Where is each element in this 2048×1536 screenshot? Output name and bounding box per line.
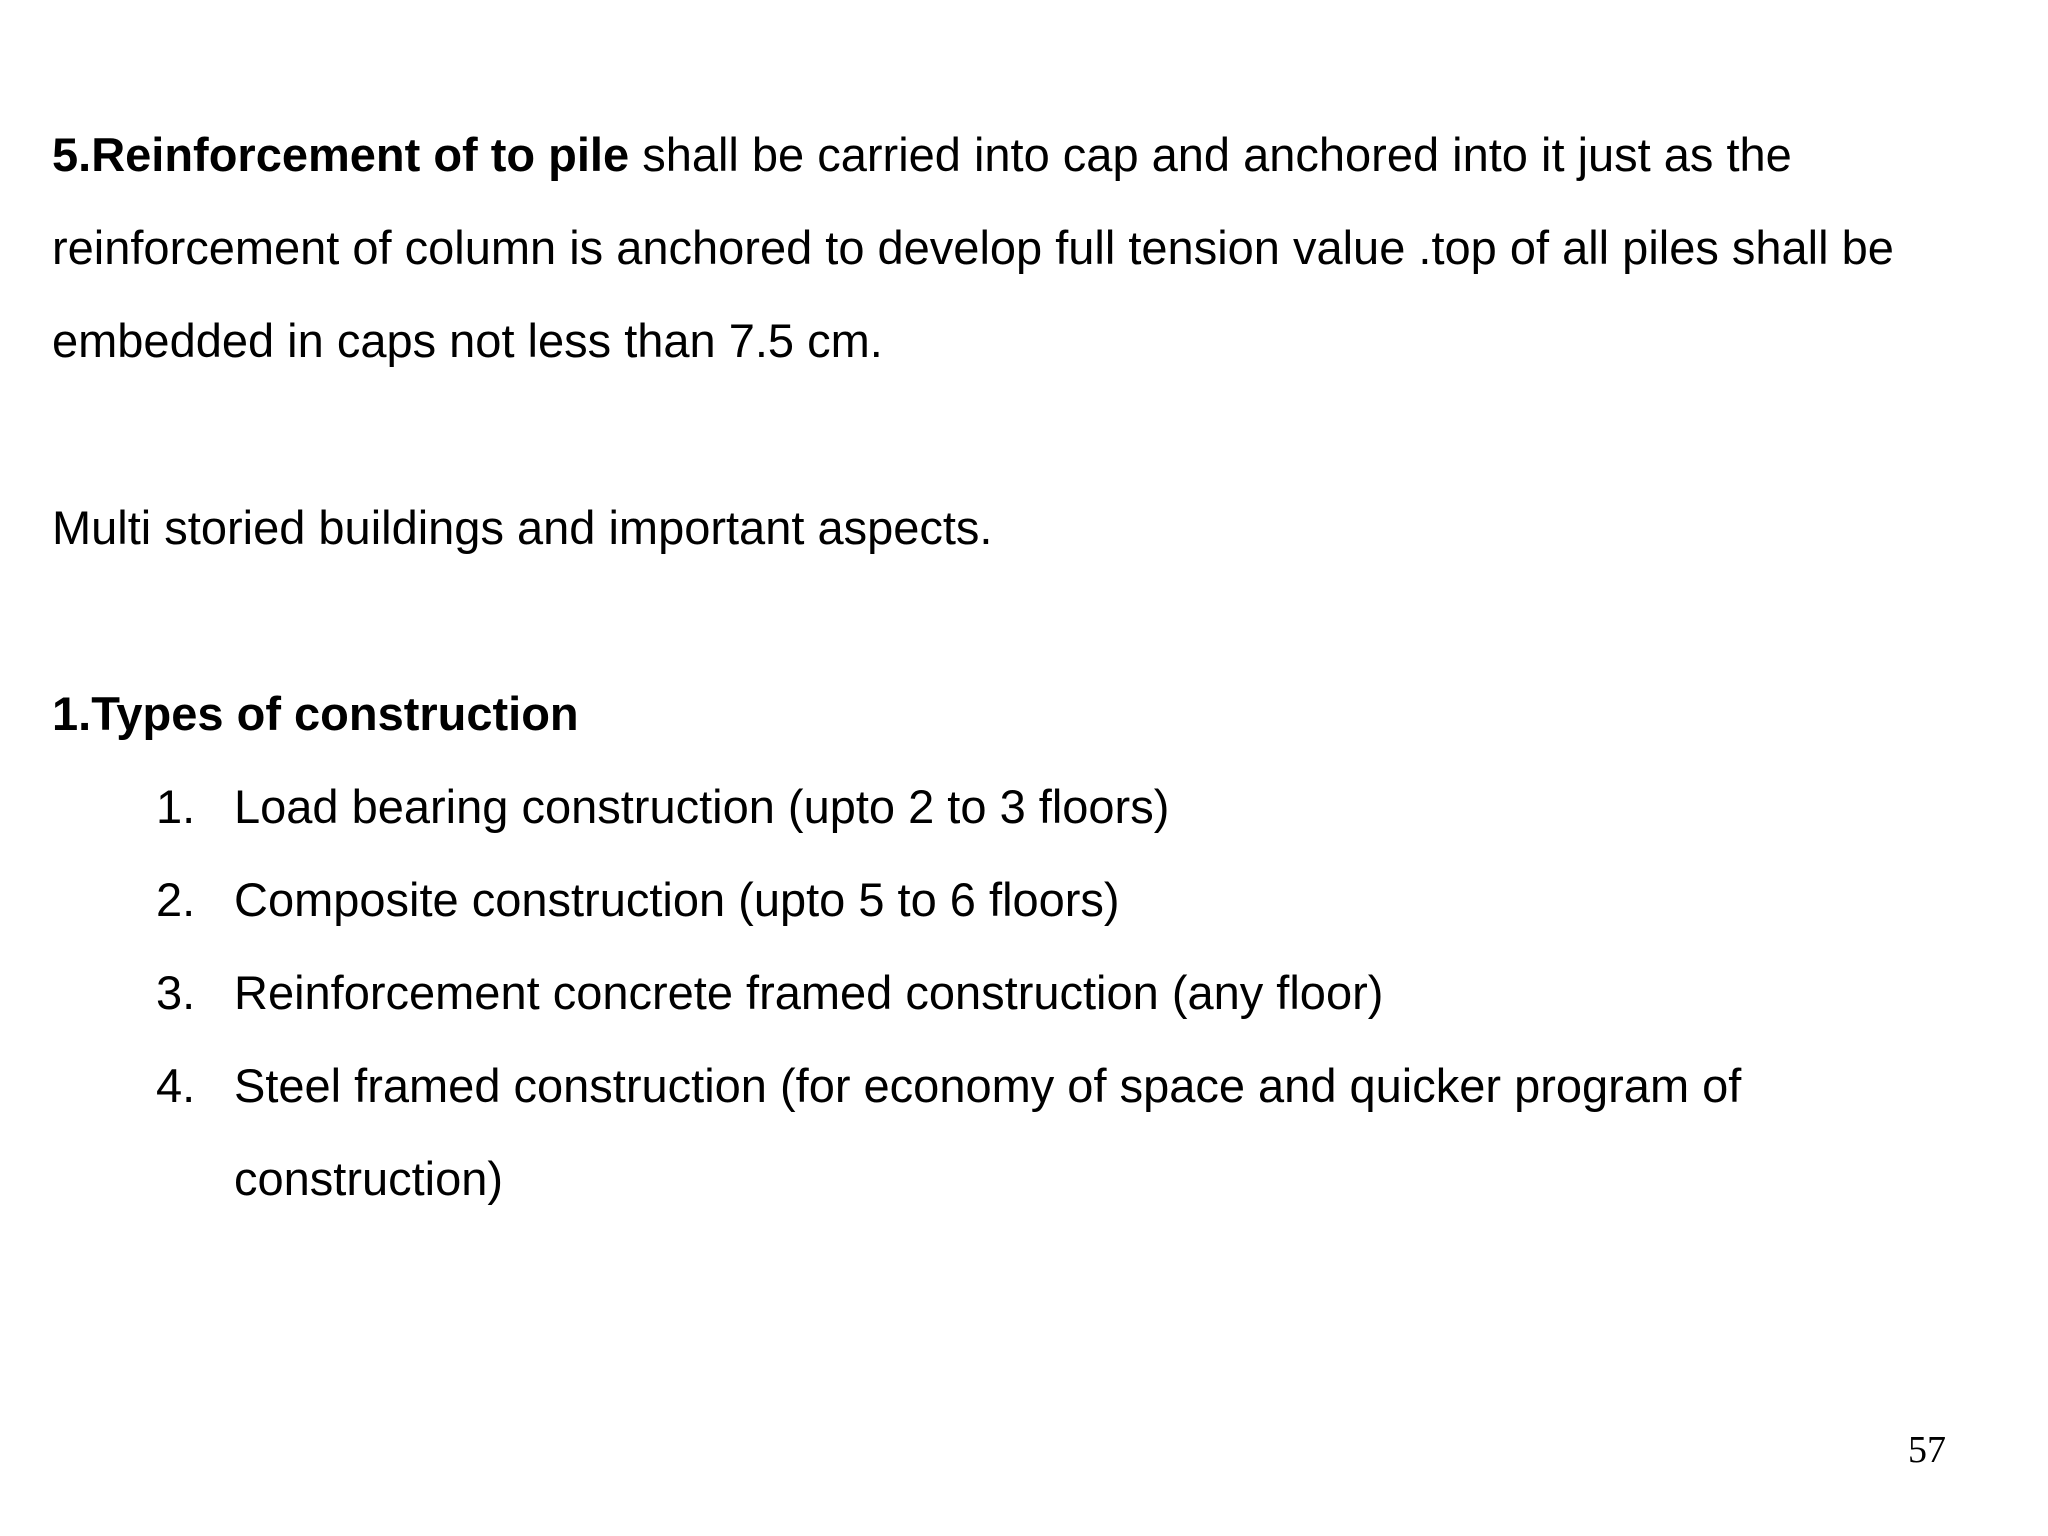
pile-reinforcement-paragraph (52, 108, 2012, 387)
list-item-text: Steel framed construction (for economy of space and quicker program of construction) (234, 1059, 1742, 1205)
list-item (0, 1039, 2048, 1225)
construction-types-list (0, 760, 2048, 1225)
list-item-number: 3. (156, 966, 196, 1019)
pile-reinforcement-text: shall be carried into cap and anchored into it just as the reinforcement of column is anchored to develop full tension value .top of all piles shall be embedded in caps not less than 7.5 cm. (52, 128, 1894, 367)
pile-reinforcement-lead: 5.Reinforcement of to pile (52, 128, 630, 181)
list-item-number: 2. (156, 873, 196, 926)
list-item-number: 1. (156, 780, 196, 833)
page-number: 57 (1908, 1429, 1946, 1471)
list-item-text: Load bearing construction (upto 2 to 3 floors) (234, 780, 1170, 833)
list-item-text: Composite construction (upto 5 to 6 floors) (234, 873, 1120, 926)
list-item-number: 4. (156, 1059, 196, 1112)
types-of-construction-heading: 1.Types of construction (52, 687, 579, 740)
multi-storied-paragraph: Multi storied buildings and important aspects. (52, 501, 993, 554)
list-item (0, 853, 2048, 946)
list-item-text: Reinforcement concrete framed construction (any floor) (234, 966, 1384, 1019)
list-item (0, 946, 2048, 1039)
list-item (0, 760, 2048, 853)
